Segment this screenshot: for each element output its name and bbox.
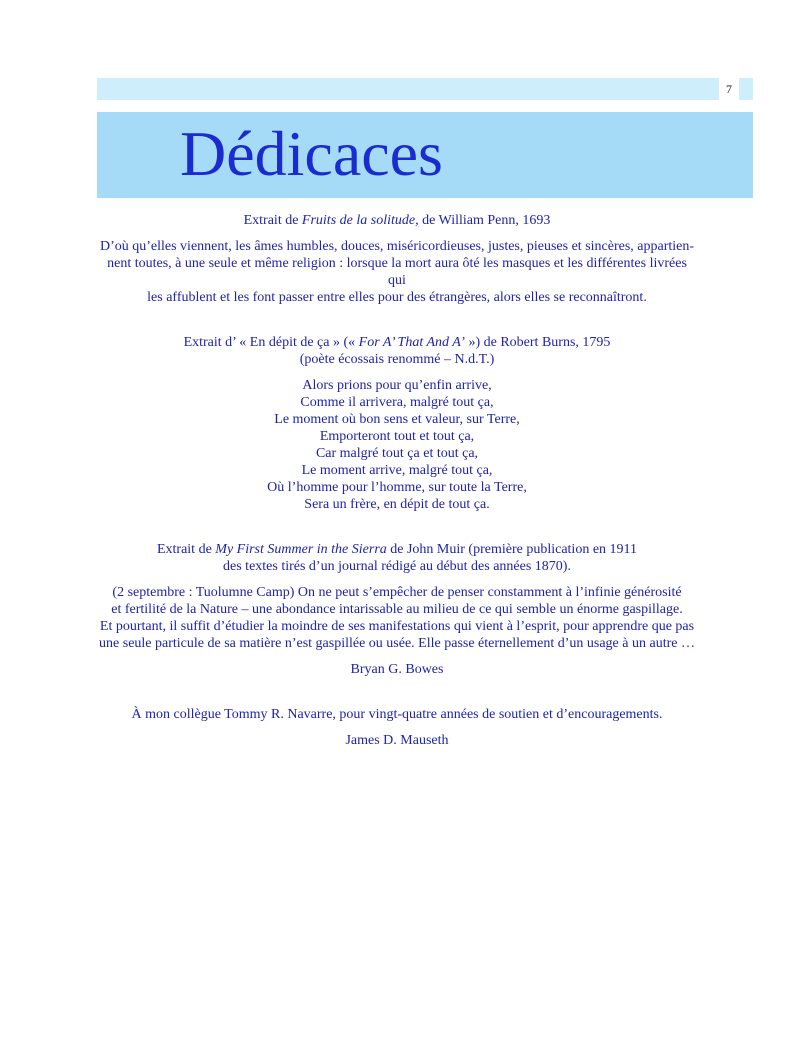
penn-quote-line: les affublent et les font passer entre elles pour des étrangères, alors elles se reconnaîtront. [147,290,647,305]
muir-source-post: de John Muir (première publication en 1911 [386,542,638,557]
muir-source [97,541,697,558]
burns-source-post: ») de Robert Burns, 1795 [464,335,611,350]
poem-line: Le moment où bon sens et valeur, sur Terre, [274,412,520,427]
muir-source-title: My First Summer in the Sierra [215,542,387,557]
poem-line: Alors prions pour qu’enfin arrive, [302,378,492,393]
page-title: Dédicaces [180,118,443,189]
dedication-text: À mon collègue Tommy R. Navarre, pour vingt-quatre années de soutien et d’encouragements. [131,707,663,722]
poem-line: Sera un frère, en dépit de tout ça. [304,497,490,512]
poem-line: Car malgré tout ça et tout ça, [315,446,479,461]
poem-line: Le moment arrive, malgré tout ça, [301,463,493,478]
muir-source-pre: Extrait de [156,542,216,557]
page-number: 7 [719,78,739,100]
poem-line: Où l’homme pour l’homme, sur toute la Terre, [267,480,527,495]
penn-quote-line: D’où qu’elles viennent, les âmes humbles, douces, miséricordieuses, justes, pieuses et sincères, appartien- [99,239,695,254]
muir-quote-line: Et pourtant, il suffit d’étudier la moindre de ses manifestations qui vient à l’esprit, pour apprendre que pas [99,619,695,634]
poem-line: Emporteront tout et tout ça, [319,429,475,444]
muir-quote-line: et fertilité de la Nature – une abondance intarissable au milieu de ce qui semble un énorme gaspillage. [111,602,683,617]
burns-source-title: For A’ That And A’ [358,335,465,350]
dedications-content [97,212,697,749]
muir-signature: Bryan G. Bowes [350,662,444,677]
penn-source-pre: Extrait de [243,213,302,228]
burns-note: (poète écossais renommé – N.d.T.) [299,352,495,367]
penn-quote-line: nent toutes, à une seule et même religion : lorsque la mort aura ôté les masques et les différentes livrées qui [107,256,687,288]
burns-source [97,334,697,351]
penn-source-post: de William Penn, 1693 [418,213,551,228]
penn-source [97,212,697,229]
dedication-signature: James D. Mauseth [345,733,449,748]
poem-line: Comme il arrivera, malgré tout ça, [300,395,494,410]
header-strip [97,78,719,100]
burns-source-pre: Extrait d’ « En dépit de ça » (« [183,335,359,350]
header-strip-end [739,78,753,100]
muir-source-line2: des textes tirés d’un journal rédigé au début des années 1870). [223,559,571,574]
penn-source-title: Fruits de la solitude, [301,213,419,228]
muir-quote-line: (2 septembre : Tuolumne Camp) On ne peut s’empêcher de penser constamment à l’infinie générosité [112,585,682,600]
muir-quote-line: une seule particule de sa matière n’est gaspillée ou usée. Elle passe éternellement d’un usage à un autre … [99,636,695,651]
